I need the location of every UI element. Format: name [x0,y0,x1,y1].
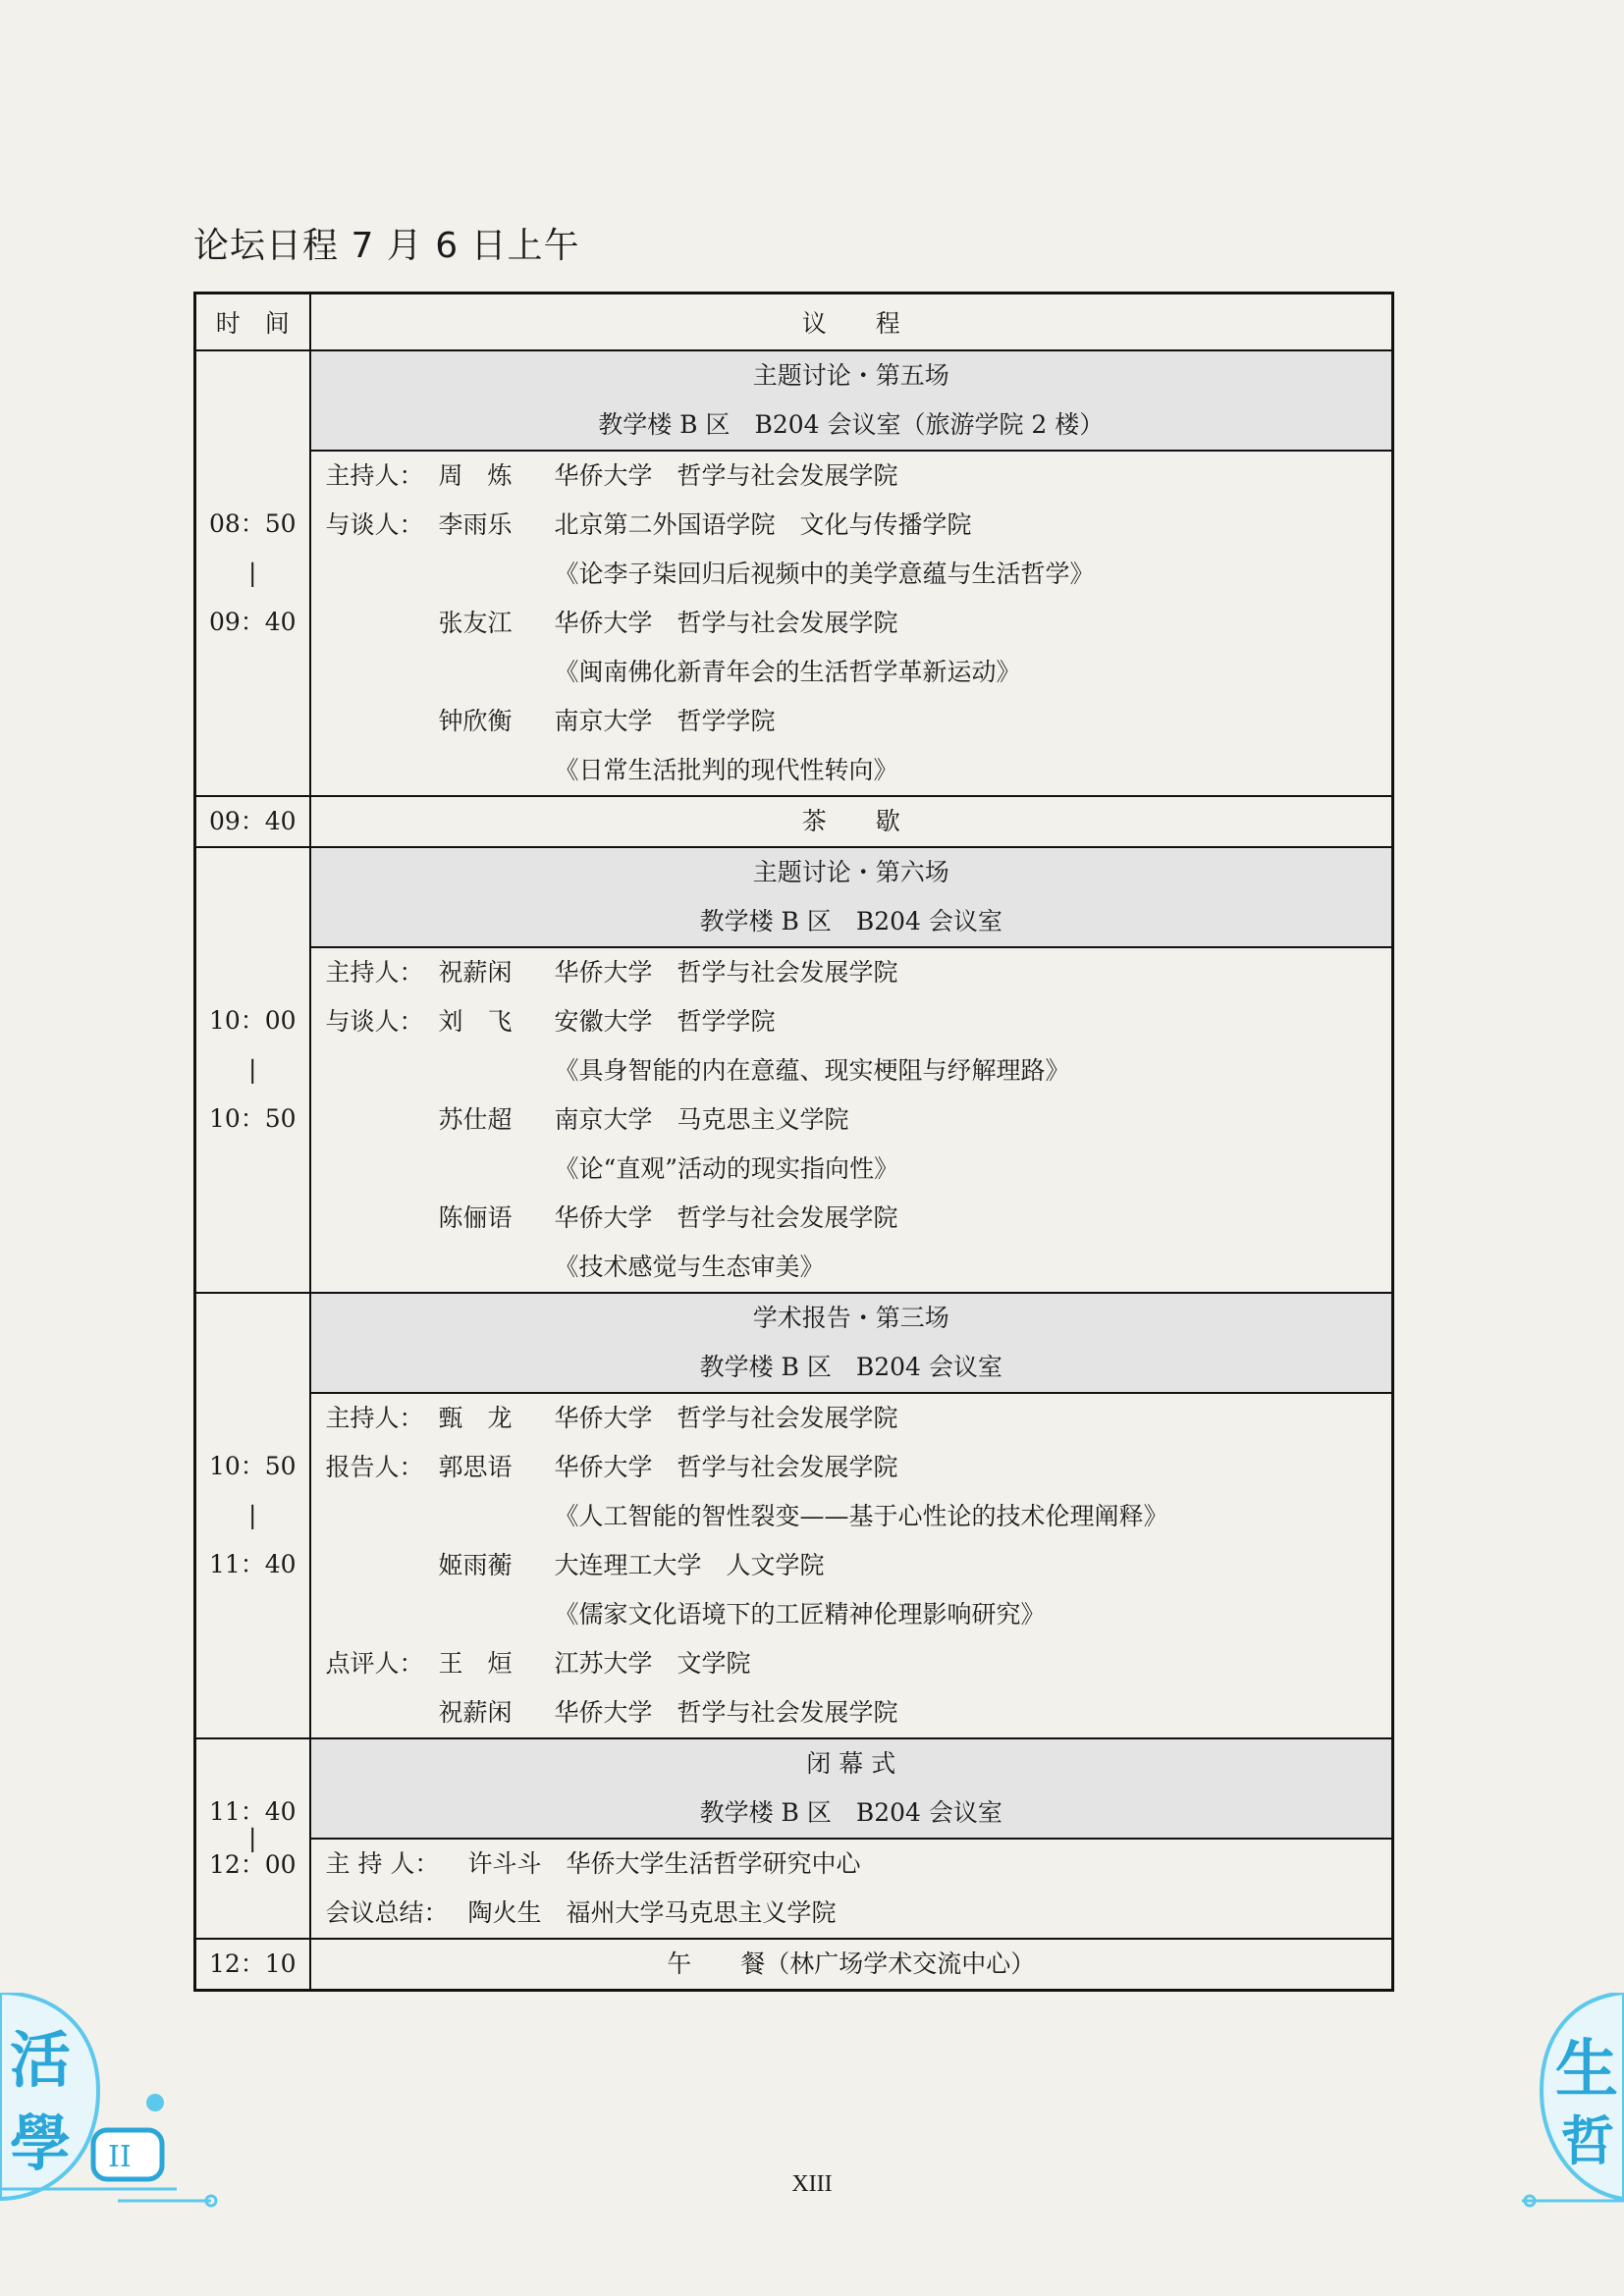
list-item [311,1590,1392,1639]
list-item [311,452,1392,501]
closing-host-role: 主 持 人： [325,1849,440,1878]
table-header-row [195,294,1393,351]
closing-summary: 陶火生 福州大学马克思主义学院 [467,1898,837,1927]
session-1-start: 08：50 [208,509,297,538]
commentator-name: 王 烜 [438,1649,513,1678]
list-item [311,1889,1392,1938]
paper-title: 《具身智能的内在意蕴、现实梗阻与纾解理路》 [554,1056,1070,1085]
speaker-role: 与谈人： [325,510,424,539]
host-role: 主持人： [325,1404,424,1432]
list-item [311,1688,1392,1737]
speaker-affiliation: 安徽大学 哲学学院 [554,1007,776,1036]
paper-title: 《论李子柒回归后视频中的美学意蕴与生活哲学》 [554,560,1095,588]
tea-break-label: 茶 歇 [310,796,1393,847]
session-1-end: 09：40 [208,608,297,636]
session-2-title: 主题讨论・第六场 [752,858,949,886]
session-3-sep: | [248,1501,257,1529]
lunch-row [195,1939,1393,1991]
header-time: 时 间 [195,294,310,351]
speaker-name: 苏仕超 [438,1105,513,1134]
session-1-sep: | [248,559,257,587]
commentator-affiliation: 华侨大学 哲学与社会发展学院 [554,1698,898,1727]
closing-detail [310,1839,1393,1939]
paper-title: 《论“直观”活动的现实指向性》 [554,1154,899,1183]
session-3-detail-row [195,1393,1393,1738]
session-1-heading-row [195,350,1393,451]
list-item [311,599,1392,648]
commentator-name: 祝薪闲 [438,1698,513,1727]
speaker-name: 刘 飞 [438,1007,513,1036]
list-item [311,1046,1392,1095]
session-1-time [195,350,310,796]
page-title: 论坛日程 7 月 6 日上午 [193,226,580,266]
closing-sep: | [248,1824,257,1852]
host-affiliation: 华侨大学 哲学与社会发展学院 [554,958,898,987]
closing-title: 闭 幕 式 [806,1749,896,1778]
list-item [311,1639,1392,1688]
list-item [311,1492,1392,1541]
list-item [311,997,1392,1046]
lunch-time: 12：10 [195,1939,310,1991]
speaker-name: 姬雨蘅 [438,1551,513,1579]
closing-venue: 教学楼 B 区 B204 会议室 [699,1798,1002,1827]
session-1-venue: 教学楼 B 区 B204 会议室（旅游学院 2 楼） [598,410,1105,439]
host-role: 主持人： [325,461,424,490]
speaker-name: 陈俪语 [438,1203,513,1232]
list-item [311,648,1392,697]
list-item [311,550,1392,599]
speaker-name: 郭思语 [438,1453,513,1481]
session-2-head [310,847,1393,947]
list-item [311,1443,1392,1492]
speaker-name: 钟欣衡 [438,707,513,735]
session-3-title: 学术报告・第三场 [752,1304,949,1332]
speaker-affiliation: 华侨大学 哲学与社会发展学院 [554,1203,898,1232]
list-item [311,1243,1392,1292]
list-item [311,1394,1392,1443]
list-item [311,697,1392,746]
host-role: 主持人： [325,958,424,987]
speaker-affiliation: 大连理工大学 人文学院 [554,1551,825,1579]
commentator-role: 点评人： [325,1649,424,1678]
session-2-detail-row [195,947,1393,1293]
closing-heading-row [195,1738,1393,1839]
session-2-time [195,847,310,1293]
paper-title: 《技术感觉与生态审美》 [554,1253,825,1281]
speaker-name: 李雨乐 [438,510,513,539]
list-item [311,1840,1392,1889]
closing-host: 许斗斗 华侨大学生活哲学研究中心 [467,1849,861,1878]
closing-head [310,1738,1393,1839]
svg-text:學: 學 [10,2108,72,2179]
session-2-venue: 教学楼 B 区 B204 会议室 [699,907,1002,935]
host-name: 祝薪闲 [438,958,513,987]
tea-break-time: 09：40 [195,796,310,847]
session-1-head [310,350,1393,451]
closing-start: 11：40 [208,1797,297,1826]
session-1-detail [310,451,1393,796]
tea-break-row [195,796,1393,847]
session-2-detail [310,947,1393,1293]
session-2-heading-row [195,847,1393,947]
speaker-affiliation: 华侨大学 哲学与社会发展学院 [554,1453,898,1481]
commentator-affiliation: 江苏大学 文学院 [554,1649,751,1678]
session-1-title: 主题讨论・第五场 [752,361,949,390]
svg-text:活: 活 [10,2024,72,2096]
list-item [311,1194,1392,1243]
closing-summary-role: 会议总结： [325,1898,449,1927]
speaker-affiliation: 北京第二外国语学院 文化与传播学院 [554,510,972,539]
session-3-heading-row [195,1293,1393,1393]
svg-text:哲: 哲 [1561,2110,1614,2172]
list-item [311,1145,1392,1194]
page-number: XIII [791,2171,833,2197]
header-agenda: 议 程 [310,294,1393,351]
host-name: 周 炼 [438,461,513,490]
session-3-end: 11：40 [208,1550,297,1578]
session-2-end: 10：50 [208,1104,297,1133]
session-2-sep: | [248,1055,257,1084]
speaker-affiliation: 南京大学 马克思主义学院 [554,1105,849,1134]
host-name: 甄 龙 [438,1404,513,1432]
svg-text:II: II [108,2140,132,2174]
schedule-table [193,292,1394,1992]
session-3-head [310,1293,1393,1393]
svg-text:生: 生 [1555,2034,1618,2107]
paper-title: 《闽南佛化新青年会的生活哲学革新运动》 [554,658,1021,686]
session-3-detail [310,1393,1393,1738]
session-1-detail-row [195,451,1393,796]
paper-title: 《儒家文化语境下的工匠精神伦理影响研究》 [554,1600,1046,1629]
host-affiliation: 华侨大学 哲学与社会发展学院 [554,1404,898,1432]
closing-end: 12：00 [208,1850,297,1879]
paper-title: 《日常生活批判的现代性转向》 [554,756,898,784]
list-item [311,501,1392,550]
session-3-time [195,1293,310,1738]
closing-time [195,1738,310,1939]
session-3-start: 10：50 [208,1452,297,1480]
host-affiliation: 华侨大学 哲学与社会发展学院 [554,461,898,490]
session-3-venue: 教学楼 B 区 B204 会议室 [699,1353,1002,1381]
speaker-role: 报告人： [325,1453,424,1481]
paper-title: 《人工智能的智性裂变——基于心性论的技术伦理阐释》 [554,1502,1168,1530]
lunch-label: 午 餐（林广场学术交流中心） [310,1939,1393,1991]
closing-detail-row [195,1839,1393,1939]
list-item [311,746,1392,795]
list-item [311,1541,1392,1590]
list-item [311,1095,1392,1145]
speaker-role: 与谈人： [325,1007,424,1036]
speaker-affiliation: 华侨大学 哲学与社会发展学院 [554,609,898,637]
speaker-affiliation: 南京大学 哲学学院 [554,707,776,735]
session-2-start: 10：00 [208,1006,297,1035]
speaker-name: 张友江 [438,609,513,637]
list-item [311,948,1392,997]
